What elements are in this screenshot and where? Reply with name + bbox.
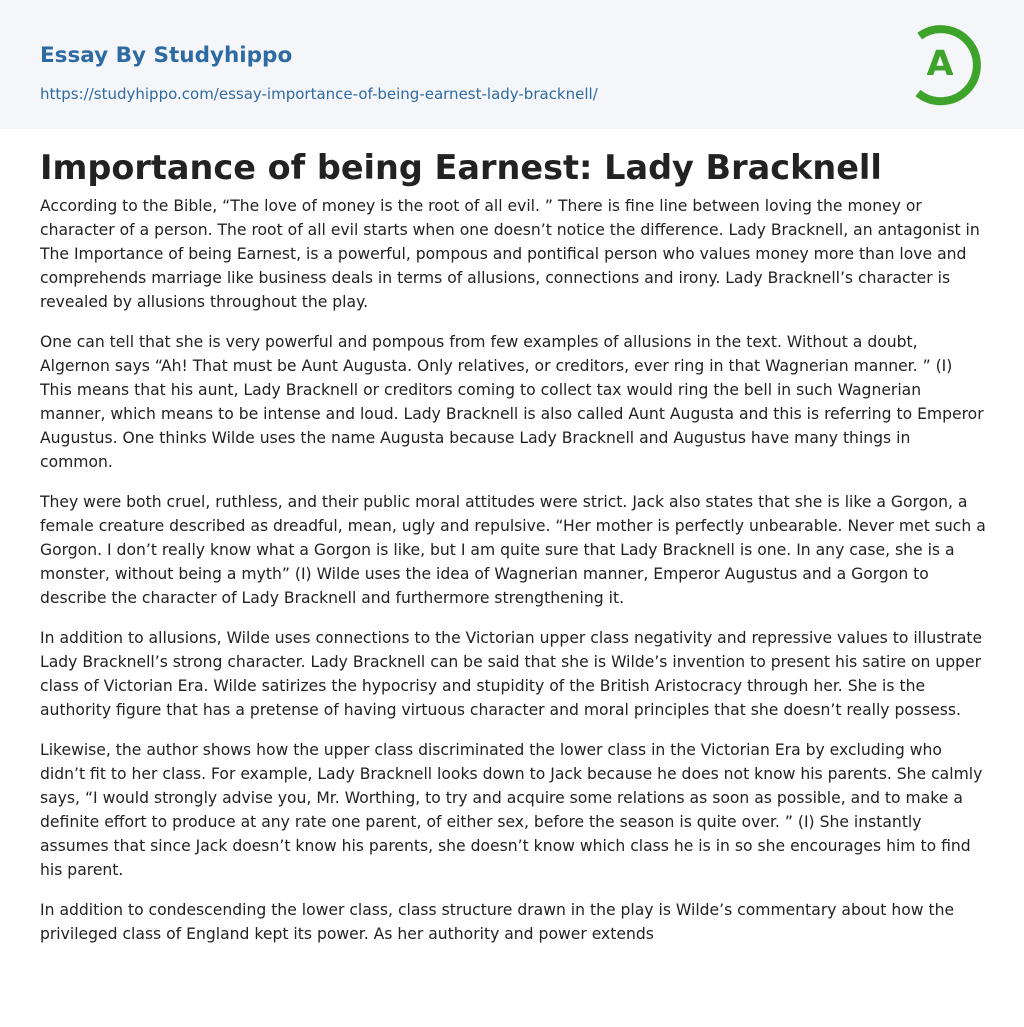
essay-paragraph: In addition to condescending the lower class, class structure drawn in the play is Wilde’s commentary about how the privileged class of England kept its power. As her authority and power extends	[40, 901, 955, 943]
logo-letter: A	[926, 44, 954, 84]
essay-paragraph: One can tell that she is very powerful and pompous from few examples of allusions in the text. Without a doubt, Algernon says “Ah! That must be Aunt Augusta. Only relatives, or creditors, ever ring in that Wagnerian manner. ” (I) This means that his aunt, Lady Bracknell or creditors coming to collect tax would ring the bell in such Wagnerian manner, which means to be intense and loud. Lady Bracknell is also called Aunt Augusta and this is referring to Emperor Augustus. One thinks Wilde uses the name Augusta because Lady Bracknell and Augustus have many things in common.	[40, 333, 984, 471]
studyhippo-logo[interactable]	[910, 18, 988, 106]
essay-paragraph: In addition to allusions, Wilde uses connections to the Victorian upper class negativity and repressive values to illustrate Lady Bracknell’s strong character. Lady Bracknell can be said that she is Wilde’s invention to present his satire on upper class of Victorian Era. Wilde satirizes the hypocrisy and stupidity of the British Aristocracy through her. She is the authority figure that has a pretense of having virtuous character and moral principles that she doesn’t really possess.	[40, 629, 983, 719]
essay-body	[40, 194, 988, 962]
essay-paragraph: They were both cruel, ruthless, and their public moral attitudes were strict. Jack also states that she is like a Gorgon, a female creature described as dreadful, mean, ugly and repulsive. “Her mother is perfectly unbearable. Never met such a Gorgon. I don’t really know what a Gorgon is like, but I am quite sure that Lady Bracknell is one. In any case, she is a monster, without being a myth” (I) Wilde uses the idea of Wagnerian manner, Emperor Augustus and a Gorgon to describe the character of Lady Bracknell and furthermore strengthening it.	[40, 493, 986, 607]
site-brand[interactable]: Essay By Studyhippo	[40, 43, 293, 68]
essay-paragraph: Likewise, the author shows how the upper class discriminated the lower class in the Victorian Era by excluding who didn’t fit to her class. For example, Lady Bracknell looks down to Jack because he does not know his parents. She calmly says, “I would strongly advise you, Mr. Worthing, to try and acquire some relations as soon as possible, and to make a definite effort to produce at any rate one parent, of either sex, before the season is quite over. ” (I) She instantly assumes that since Jack doesn’t know his parents, she doesn’t know which class he is in so she encourages him to find his parent.	[40, 741, 983, 879]
essay-url-link[interactable]: https://studyhippo.com/essay-importance-of-being-earnest-lady-bracknell/	[40, 85, 598, 103]
essay-title: Importance of being Earnest: Lady Bracknell	[40, 148, 882, 187]
site-header	[0, 0, 1024, 129]
essay-paragraph: According to the Bible, “The love of money is the root of all evil. ” There is fine line between loving the money or character of a person. The root of all evil starts when one doesn’t notice the difference. Lady Bracknell, an antagonist in The Importance of being Earnest, is a powerful, pompous and pontifical person who values money more than love and comprehends marriage like business deals in terms of allusions, connections and irony. Lady Bracknell’s character is revealed by allusions throughout the play.	[40, 197, 980, 311]
